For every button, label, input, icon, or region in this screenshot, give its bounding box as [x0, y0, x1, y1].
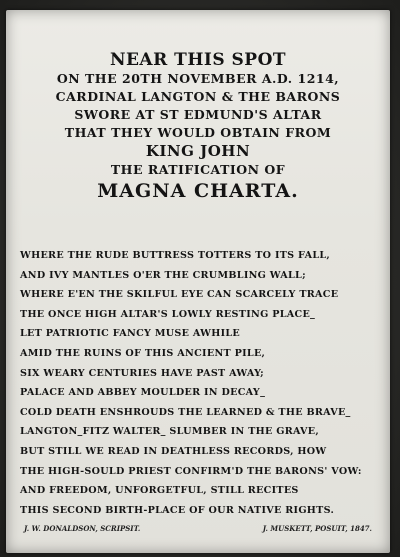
poem-line: SIX WEARY CENTURIES HAVE PAST AWAY;: [20, 367, 264, 379]
heading-line-5: THAT THEY WOULD OBTAIN FROM: [64, 125, 332, 140]
poem-line: BUT STILL WE READ IN DEATHLESS RECORDS, HOW: [20, 445, 327, 457]
poem-line: LET PATRIOTIC FANCY MUSE AWHILE: [20, 328, 241, 340]
poem-line: WHERE THE RUDE BUTTRESS TOTTERS TO ITS FALL,: [20, 250, 331, 261]
poem-line: AMID THE RUINS OF THIS ANCIENT PILE,: [20, 347, 266, 359]
mason-credit: J. MUSKETT, POSUIT, 1847.: [262, 524, 372, 533]
poem-line: THIS SECOND BIRTH-PLACE OF OUR NATIVE RIGHTS.: [20, 504, 335, 516]
poem-line: COLD DEATH ENSHROUDS THE LEARNED & THE BRAVE_: [20, 406, 351, 418]
poem-line: LANGTON_FITZ WALTER_ SLUMBER IN THE GRAVE,: [20, 426, 320, 438]
poem-line: THE ONCE HIGH ALTAR'S LOWLY RESTING PLACE_: [20, 308, 316, 320]
heading-line-7: THE RATIFICATION OF: [110, 162, 286, 177]
plaque-heading: [6, 50, 390, 203]
poem-line: PALACE AND ABBEY MOULDER IN DECAY_: [20, 387, 266, 399]
heading-line-1: NEAR THIS SPOT: [109, 50, 287, 70]
poem-line: THE HIGH-SOULD PRIEST CONFIRM'D THE BARONS' VOW:: [20, 465, 362, 477]
heading-line-2: ON THE 20TH NOVEMBER A.D. 1214,: [56, 71, 340, 86]
poem-line: AND IVY MANTLES O'ER THE CRUMBLING WALL;: [20, 269, 306, 281]
heading-line-4: SWORE AT ST EDMUND'S ALTAR: [74, 107, 322, 122]
poem-line: WHERE E'EN THE SKILFUL EYE CAN SCARCELY TRACE: [20, 289, 339, 301]
heading-line-3: CARDINAL LANGTON & THE BARONS: [55, 89, 341, 104]
author-credit: J. W. DONALDSON, SCRIPSIT.: [24, 524, 141, 533]
poem-line: AND FREEDOM, UNFORGETFUL, STILL RECITES: [20, 485, 299, 497]
memorial-plaque: [6, 10, 390, 553]
heading-line-6: KING JOHN: [145, 142, 251, 160]
heading-line-8: MAGNA CHARTA.: [97, 180, 299, 202]
poem-text: [20, 246, 384, 520]
